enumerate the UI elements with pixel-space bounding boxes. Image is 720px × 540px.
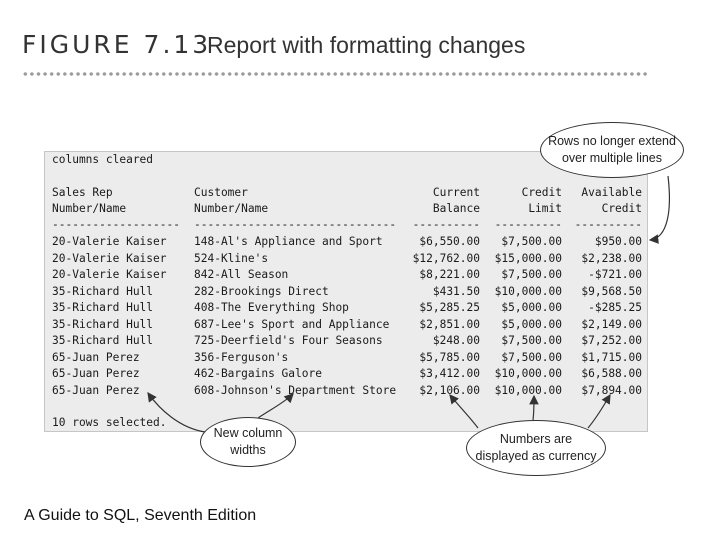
header-sales-rep: Sales Rep xyxy=(52,186,113,199)
cell-balance: $2,106.00 xyxy=(419,383,480,397)
cell-customer: 687-Lee's Sport and Appliance xyxy=(194,317,390,331)
header-balance: Balance xyxy=(432,202,480,215)
cell-balance: $5,785.00 xyxy=(419,350,480,364)
rows-selected-message: 10 rows selected. xyxy=(52,416,167,429)
arrow-currency-right xyxy=(588,395,610,428)
cell-sales-rep: 65-Juan Perez xyxy=(52,350,140,364)
cell-sales-rep: 65-Juan Perez xyxy=(52,383,140,397)
cell-limit: $5,000.00 xyxy=(501,317,562,331)
cell-limit: $7,500.00 xyxy=(501,235,562,248)
figure-number: FIGURE 7.13 xyxy=(22,30,212,59)
arrow-rows xyxy=(650,176,669,240)
arrow-widths-right xyxy=(258,394,293,418)
cell-available: $9,568.50 xyxy=(581,284,642,298)
cell-limit: $7,500.00 xyxy=(501,350,562,364)
cell-available: -$285.25 xyxy=(588,301,642,314)
cell-limit: $10,000.00 xyxy=(494,383,562,397)
header-available-credit: Credit xyxy=(601,202,642,215)
cell-customer: 356-Ferguson's xyxy=(194,350,289,364)
arrow-currency-mid xyxy=(533,396,534,420)
cell-available: $1,715.00 xyxy=(581,350,642,364)
cell-limit: $10,000.00 xyxy=(494,284,562,298)
cell-balance: $8,221.00 xyxy=(419,268,480,281)
cell-customer: 608-Johnson's Department Store xyxy=(194,383,397,397)
cell-balance: $2,851.00 xyxy=(419,317,480,331)
header-customer-sub: Number/Name xyxy=(194,202,269,215)
cell-limit: $10,000.00 xyxy=(494,367,562,380)
cell-available: $7,252.00 xyxy=(581,334,642,347)
cell-balance: $6,550.00 xyxy=(419,235,480,248)
header-current: Current xyxy=(432,186,480,199)
arrow-currency-left xyxy=(450,395,478,428)
cell-available: $2,238.00 xyxy=(581,251,642,265)
cell-sales-rep: 20-Valerie Kaiser xyxy=(52,235,167,248)
cell-sales-rep: 35-Richard Hull xyxy=(52,284,154,298)
cell-customer: 462-Bargains Galore xyxy=(194,367,322,380)
cell-balance: $5,285.25 xyxy=(419,301,480,314)
separator-limit: ---------- xyxy=(494,218,562,231)
cell-available: $2,149.00 xyxy=(581,317,642,331)
cell-available: $950.00 xyxy=(594,235,642,248)
cell-customer: 842-All Season xyxy=(194,268,289,281)
report-status-line: columns cleared xyxy=(52,153,154,166)
book-footer: A Guide to SQL, Seventh Edition xyxy=(24,507,257,524)
cell-limit: $7,500.00 xyxy=(501,268,562,281)
callout-rows: Rows no longer extend over multiple lines xyxy=(540,122,684,178)
cell-available: $6,588.00 xyxy=(581,367,642,380)
cell-sales-rep: 35-Richard Hull xyxy=(52,317,154,331)
arrow-widths-left xyxy=(148,393,205,432)
cell-customer: 725-Deerfield's Four Seasons xyxy=(194,334,383,347)
cell-customer: 282-Brookings Direct xyxy=(194,284,329,298)
header-limit: Limit xyxy=(528,202,562,215)
separator-balance: ---------- xyxy=(412,218,480,231)
separator-sales-rep: ------------------- xyxy=(52,218,180,231)
cell-sales-rep: 20-Valerie Kaiser xyxy=(52,268,167,281)
cell-sales-rep: 35-Richard Hull xyxy=(52,301,154,314)
cell-balance: $3,412.00 xyxy=(419,367,480,380)
header-available: Available xyxy=(581,186,642,199)
cell-sales-rep: 20-Valerie Kaiser xyxy=(52,251,167,265)
cell-customer: 148-Al's Appliance and Sport xyxy=(194,235,383,248)
cell-limit: $5,000.00 xyxy=(501,301,562,314)
cell-balance: $12,762.00 xyxy=(412,251,480,265)
cell-customer: 408-The Everything Shop xyxy=(194,301,349,314)
cell-balance: $248.00 xyxy=(432,334,480,347)
callout-currency: Numbers are displayed as currency xyxy=(466,420,606,476)
header-credit: Credit xyxy=(521,186,562,199)
separator-customer: ------------------------------ xyxy=(194,218,397,231)
separator-available: ---------- xyxy=(574,218,642,231)
cell-available: $7,894.00 xyxy=(581,383,642,397)
cell-limit: $15,000.00 xyxy=(494,251,562,265)
header-sales-rep-sub: Number/Name xyxy=(52,202,127,215)
callout-widths: New column widths xyxy=(200,417,296,467)
cell-sales-rep: 65-Juan Perez xyxy=(52,367,140,380)
cell-available: -$721.00 xyxy=(588,268,642,281)
figure-title: Report with formatting changes xyxy=(207,32,526,58)
cell-customer: 524-Kline's xyxy=(194,251,269,265)
header-customer: Customer xyxy=(194,186,248,199)
cell-limit: $7,500.00 xyxy=(501,334,562,347)
cell-balance: $431.50 xyxy=(432,284,480,298)
cell-sales-rep: 35-Richard Hull xyxy=(52,334,154,347)
